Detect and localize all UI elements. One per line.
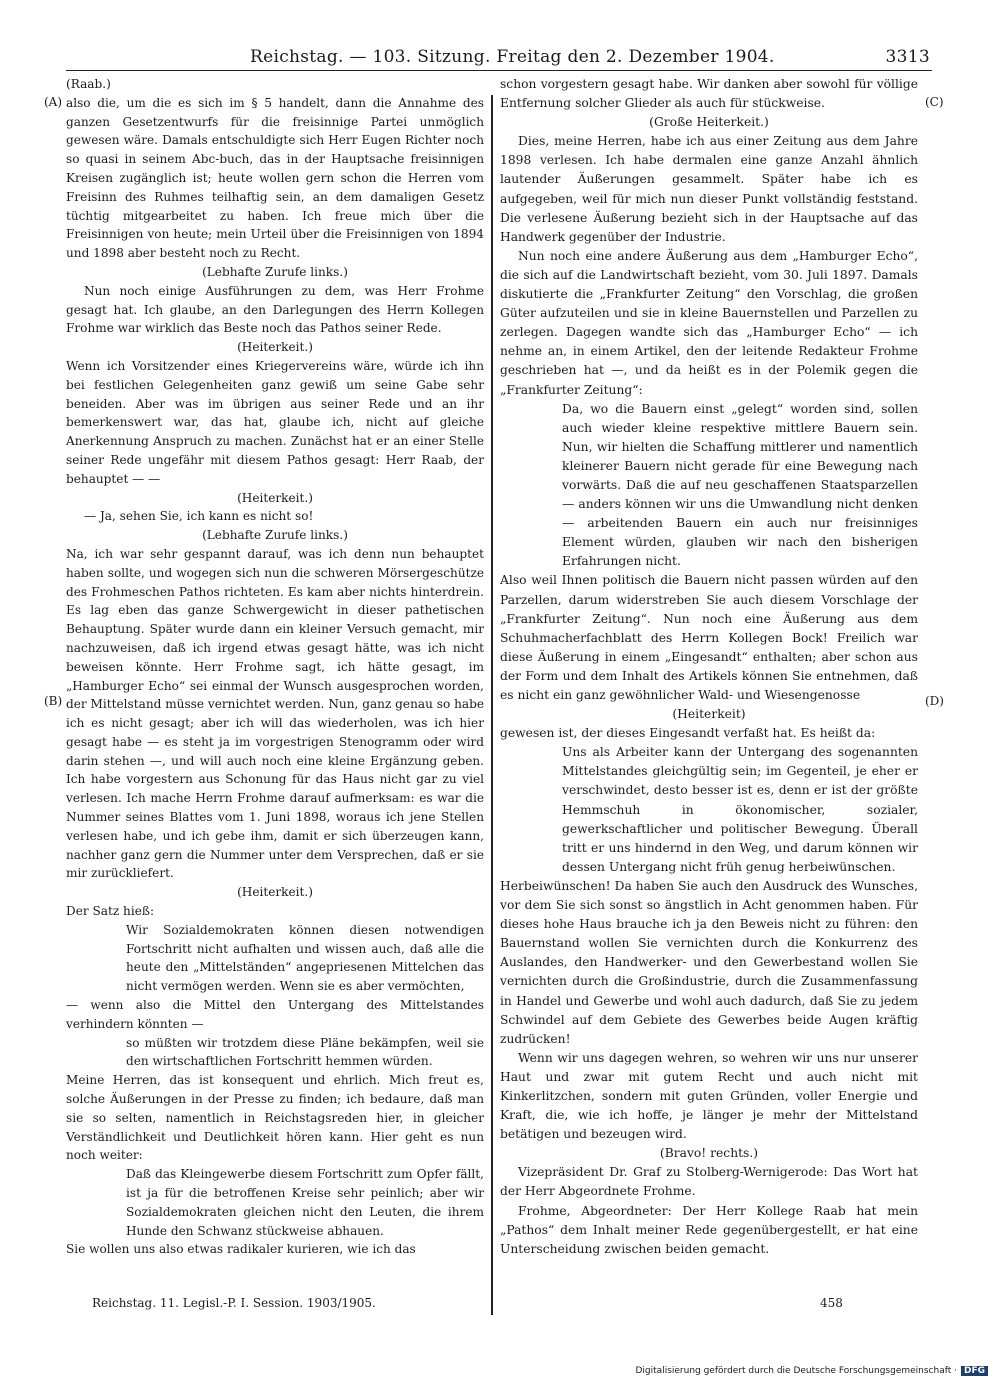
paragraph: (Raab.) [66,77,111,91]
paragraph: also die, um die es sich im § 5 handelt, dann die Annahme des ganzen Gesetzentwurfs für die freisinnige Partei unmöglich gewesen wäre. Damals entschuldigte sich Herr Eugen Richter noch so quasi in seinem Abc-buch, das in der Hauptsache freisinnigen Kreisen zugänglich ist; heute wollen gern schon die Herren vom Freisinn des Ruhmes teilhaftig sein, an dem damaligen Gesetz tüchtig mitgearbeitet zu haben. Ich freue mich über die Freisinnigen von heute; mein Urteil über die Freisinnigen von 1894 und 1898 aber besteht noch zu Recht. [66,95,484,261]
quoted-passage: so müßten wir trotzdem diese Pläne bekämpfen, weil sie den wirtschaftlichen Fortschritt hemmen würden. [126,1035,484,1069]
paragraph: Nun noch eine andere Äußerung aus dem „Hamburger Echo“, die sich auf die Landwirtschaft bezieht, vom 30. Juli 1897. Damals diskutierte die „Frankfurter Zeitung“ den Vorschlag, die großen Güter aufzuteilen und sie in kleine Bauernstellen und Parzellen zu zerlegen. Dagegen wandte sich das „Hamburger Echo“ — ich nehme an, in einem Artikel, den der leitende Redakteur Frohme geschrieben hat —, und da heißt es in der Polemik gegen die „Frankfurter Zeitung“: [500,248,918,397]
column-rule [491,95,493,1315]
interjection: (Lebhafte Zurufe links.) [202,264,348,279]
quoted-passage: Da, wo die Bauern einst „gelegt“ worden sind, sollen auch wieder kleine respektive mittlere Bauern sein. Nun, wir hielten die Schaffung mittlerer und namentlich kleinerer Bauern nicht gerade für eine Bewegung nach vorwärts. Daß die auf neu geschaffenen Staatsparzellen — anders können wir uns die Umwandlung nicht denken — arbeitenden Bauern ein auch nur freisinniges Element würden, glauben wir nach den bisherigen Erfahrungen nicht. [562,401,918,569]
paragraph: Na, ich war sehr gespannt darauf, was ich denn nun behauptet haben sollte, und wogegen sich nun die schweren Mörsergeschütze des Frohmeschen Pathos richteten. Es kam aber nichts hinterdrein. Es lag eben das ganze Schwergewicht in dieser pathetischen Behauptung. Später wurde dann ein kleiner Versuch gemacht, mir nachzuweisen, daß ich irgend etwas gesagt hätte, was ich nicht beweisen könnte. Herr Frohme sagt, ich hätte gesagt, im „Hamburger Echo“ sei einmal der Wunsch ausgesprochen worden, der Mittelstand müsse vernichtet werden. Nun, ganz genau so habe ich es nicht gesagt; aber ich will das wiederholen, was ich hier gesagt habe — es steht ja im vorgestrigen Stenogramm oder wird darin stehen —, und will auch noch eine kleine Ergänzung geben. Ich habe vorgestern aus Schonung für das Haus nicht gar zu viel verlesen. Ich mache Herrn Frohme darauf aufmerksam: es war die Nummer seines Blattes vom 1. Juni 1898, woraus ich jene Stellen verlesen habe, und ich gebe ihm, damit er sich überzeugen kann, nachher ganz gern die Nummer unter dem Versprechen, daß er sie mir zurückliefert. [66,546,484,881]
dfg-logo: DFG [961,1366,988,1376]
paragraph: Also weil Ihnen politisch die Bauern nicht passen würden auf den Parzellen, darum widerstreben Sie auch diesem Vorschlage der „Frankfurter Zeitung“. Nun noch eine Äußerung aus dem Schuhmacherfachblatt des Herrn Kollegen Bock! Freilich war diese Äußerung in einem „Eingesandt“ enthalten; aber schon aus der Form und dem Inhalt des Artikels können Sie entnehmen, daß es nicht ein ganz gewöhnlicher Wald- und Wiesengenosse [500,573,918,702]
paragraph: Wenn wir uns dagegen wehren, so wehren wir uns nur unserer Haut und zwar mit gutem Recht und auch nicht mit Kinkerlitzchen, sondern mit guten Gründen, voller Energie und Kraft, die, wie ich hoffe, je länger je mehr der Mittelstand betätigen und bezeugen wird. [500,1050,918,1142]
credit-text: Digitalisierung gefördert durch die Deutsche Forschungsgemeinschaft · [635,1366,957,1376]
margin-mark-c: (C) [925,95,944,109]
margin-mark-b: (B) [44,694,63,708]
paragraph: Dies, meine Herren, habe ich aus einer Zeitung aus dem Jahre 1898 verlesen. Ich habe dermalen eine ganze Anzahl ähnlich lautender Äußerungen gesammelt. Später habe ich es aufgegeben, weil für mich nun dieser Punkt vollständig feststand. Die verlesene Äußerung bezieht sich in der Hauptsache auf das Handwerk gegenüber der Industrie. [500,134,918,244]
left-column [66,75,484,1259]
page-header [250,47,930,71]
paragraph: gewesen ist, der dieses Eingesandt verfaßt hat. Es heißt da: [500,726,876,741]
paragraph: schon vorgestern gesagt habe. Wir danken aber sowohl für völlige Entfernung solcher Glieder als auch für stückweise. [500,77,918,111]
margin-mark-d: (D) [925,694,944,708]
dfg-credit [636,1366,989,1376]
paragraph: Wenn ich Vorsitzender eines Kriegervereins wäre, würde ich ihn bei festlichen Gelegenheiten ganz gewiß um seine Gabe sehr beneiden. Aber was im übrigen aus seiner Rede und an ihr bemerkenswert war, das hat, glaube ich, nicht auf gleiche Anerkennung Anspruch zu machen. Zunächst hat er an einer Stelle seiner Rede ungefähr mit diesem Pathos gesagt: Herr Raab, der behauptet — — [66,358,484,486]
footer-session: Reichstag. 11. Legisl.-P. I. Session. 1903/1905. [92,1296,376,1310]
paragraph: Der Satz hieß: [66,904,155,919]
right-column [500,75,918,1259]
interjection: (Heiterkeit.) [237,490,313,505]
interjection: (Große Heiterkeit.) [649,115,769,130]
paragraph: Frohme, Abgeordneter: Der Herr Kollege Raab hat mein „Pathos“ dem Inhalt meiner Rede gegenübergestellt, er hat eine Unterscheidung zwischen beiden gemacht. [500,1203,918,1256]
interjection: (Bravo! rechts.) [659,1146,759,1161]
paragraph: Herbeiwünschen! Da haben Sie auch den Ausdruck des Wunsches, vor dem Sie sich sonst so ängstlich in Acht genommen haben. Für dieses hohe Haus brauche ich ja den Beweis nicht zu führen: den Bauernstand wollen Sie vernichten durch die Konkurrenz des Auslandes, den Handwerker- und den Gewerbestand wollen Sie vernichten durch die Großindustrie, durch die Zusammenfassung in Handel und Gewerbe und wohl auch dadurch, daß Sie zu jedem Schwindel auf dem Gebiete des Gewerbes beide Augen kräftig zudrücken! [500,878,918,1046]
quoted-passage: Uns als Arbeiter kann der Untergang des sogenannten Mittelstandes gleichgültig sein; im Gegenteil, je eher er verschwindet, desto besser ist es, denn er ist der größte Hemmschuh in ökonomischer, sozialer, gewerkschaftlicher und politischer Bewegung. Überall tritt er uns hindernd in den Weg, und darum können wir dessen Untergang nicht früh genug herbeiwünschen. [562,745,918,874]
running-title: Reichstag. — 103. Sitzung. Freitag den 2. Dezember 1904. [250,47,775,67]
interjection: (Heiterkeit.) [237,340,313,355]
paragraph: Meine Herren, das ist konsequent und ehrlich. Mich freut es, solche Äußerungen in der Presse zu finden; ich bedaure, daß man sie so selten, namentlich in Reichstagsreden hier, in gleicher Verständlichkeit und Deutlichkeit hören kann. Hier geht es nun noch weiter: [66,1073,484,1163]
paragraph: Vizepräsident Dr. Graf zu Stolberg-Wernigerode: Das Wort hat der Herr Abgeordnete Frohme. [500,1165,918,1199]
quoted-passage: Daß das Kleingewerbe diesem Fortschritt zum Opfer fällt, ist ja für die betroffenen Kreise sehr peinlich; aber wir Sozialdemokraten gleichen nicht den Leuten, die ihrem Hunde den Schwanz stückweise abhauen. [126,1167,484,1238]
header-rule [66,70,932,71]
paragraph: Nun noch einige Ausführungen zu dem, was Herr Frohme gesagt hat. Ich glaube, an den Darlegungen des Herrn Kollegen Frohme war wirklich das Beste noch das Pathos seiner Rede. [66,283,484,336]
footer-sheet-number: 458 [820,1296,843,1310]
paragraph: — wenn also die Mittel den Untergang des Mittelstandes verhindern könnten — [66,998,484,1031]
interjection: (Heiterkeit) [672,707,746,722]
paragraph: Sie wollen uns also etwas radikaler kurieren, wie ich das [66,1242,416,1257]
interjection: (Heiterkeit.) [237,885,313,900]
page-number: 3313 [885,47,930,67]
interjection: (Lebhafte Zurufe links.) [202,528,348,543]
paragraph: — Ja, sehen Sie, ich kann es nicht so! [84,509,314,524]
margin-mark-a: (A) [44,95,63,109]
quoted-passage: Wir Sozialdemokraten können diesen notwendigen Fortschritt nicht aufhalten und wissen auch, daß alle die heute den „Mittelständen“ angepriesenen Mittelchen das nicht vermögen werden. Wenn sie es aber vermöchten, [126,922,484,994]
